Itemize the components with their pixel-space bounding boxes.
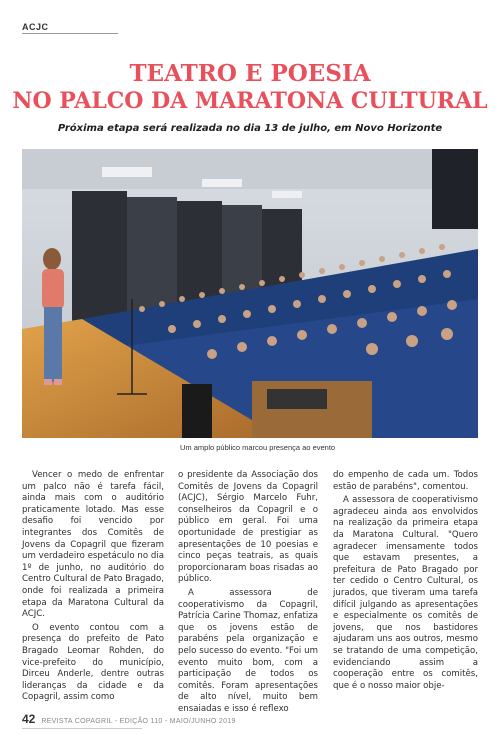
photo-caption: Um amplo público marcou presença ao evento <box>180 443 336 452</box>
paragraph: o presidente da Associação dos Comitês de Jovens da Copagril (ACJC), Sérgio Marcelo Fuhr, conselheiros da Copagril e o público em geral. Foi uma oportunidade de prestigiar as apresentações de 10 poesias e cinco peças teatrais, as quais proporcionaram boas risadas ao público. <box>178 470 318 585</box>
article-column-3 <box>333 470 478 692</box>
paragraph: A assessora de cooperativismo agradeceu ainda aos envolvidos na realização da primeira etapa da Maratona Cultural. "Quero agradecer imensamente todos que estavam presentes, a prefeitura de Pato Bragado por ter cedido o Centro Cultural, os jurados, que tiveram uma tarefa difícil julgando as apresentações e especialmente os comitês de jovens, que nos bastidores ajudaram uns aos outros, mesmo se tratando de uma competição, evidenciando assim a cooperação entre os comitês, que é o nosso maior obje- <box>333 495 478 691</box>
article-title-line-1: TEATRO E POESIA <box>129 60 371 87</box>
article-title-line-2: NO PALCO DA MARATONA CULTURAL <box>12 88 488 114</box>
article-column-1 <box>22 470 164 704</box>
page-number: 42 <box>22 712 36 726</box>
paragraph: A assessora de cooperativismo da Copagril, Patrícia Carine Thomaz, enfatiza que os jovens estão de parabéns pela organização e pelo sucesso do evento. "Foi um evento muito bom, com a participação de todos os comitês. Foram apresentações de alto nível, muito bem ensaiadas e isso é reflexo <box>178 587 318 714</box>
paragraph: do empenho de cada um. Todos estão de parabéns", comentou. <box>333 470 478 492</box>
paragraph: Vencer o medo de enfrentar um palco não é tarefa fácil, ainda mais com o auditório praticamente lotado. Mas esse desafio foi vencido por integrantes dos Comitês de Jovens da Copagril que fizeram um verdadeiro espetáculo no dia 1º de junho, no auditório do Centro Cultural de Pato Bragado, onde foi realizada a primeira etapa da Maratona Cultural da ACJC. <box>22 470 164 620</box>
article-subtitle: Próxima etapa será realizada no dia 13 de julho, em Novo Horizonte <box>57 123 443 134</box>
bottom-rule <box>22 728 142 729</box>
paragraph: O evento contou com a presença do prefeito de Pato Bragado Leomar Rohden, do vice-prefeito do município, Dirceu Anderle, dentre outras lideranças da cidade e da Copagril, assim como <box>22 622 164 703</box>
magazine-edition: REVISTA COPAGRIL - EDIÇÃO 110 - MAIO/JUNHO 2019 <box>41 718 236 725</box>
top-rule <box>22 33 118 34</box>
article-photo <box>22 149 478 438</box>
section-label: ACJC <box>22 22 49 32</box>
article-column-2 <box>178 470 318 715</box>
page-footer <box>22 712 236 726</box>
